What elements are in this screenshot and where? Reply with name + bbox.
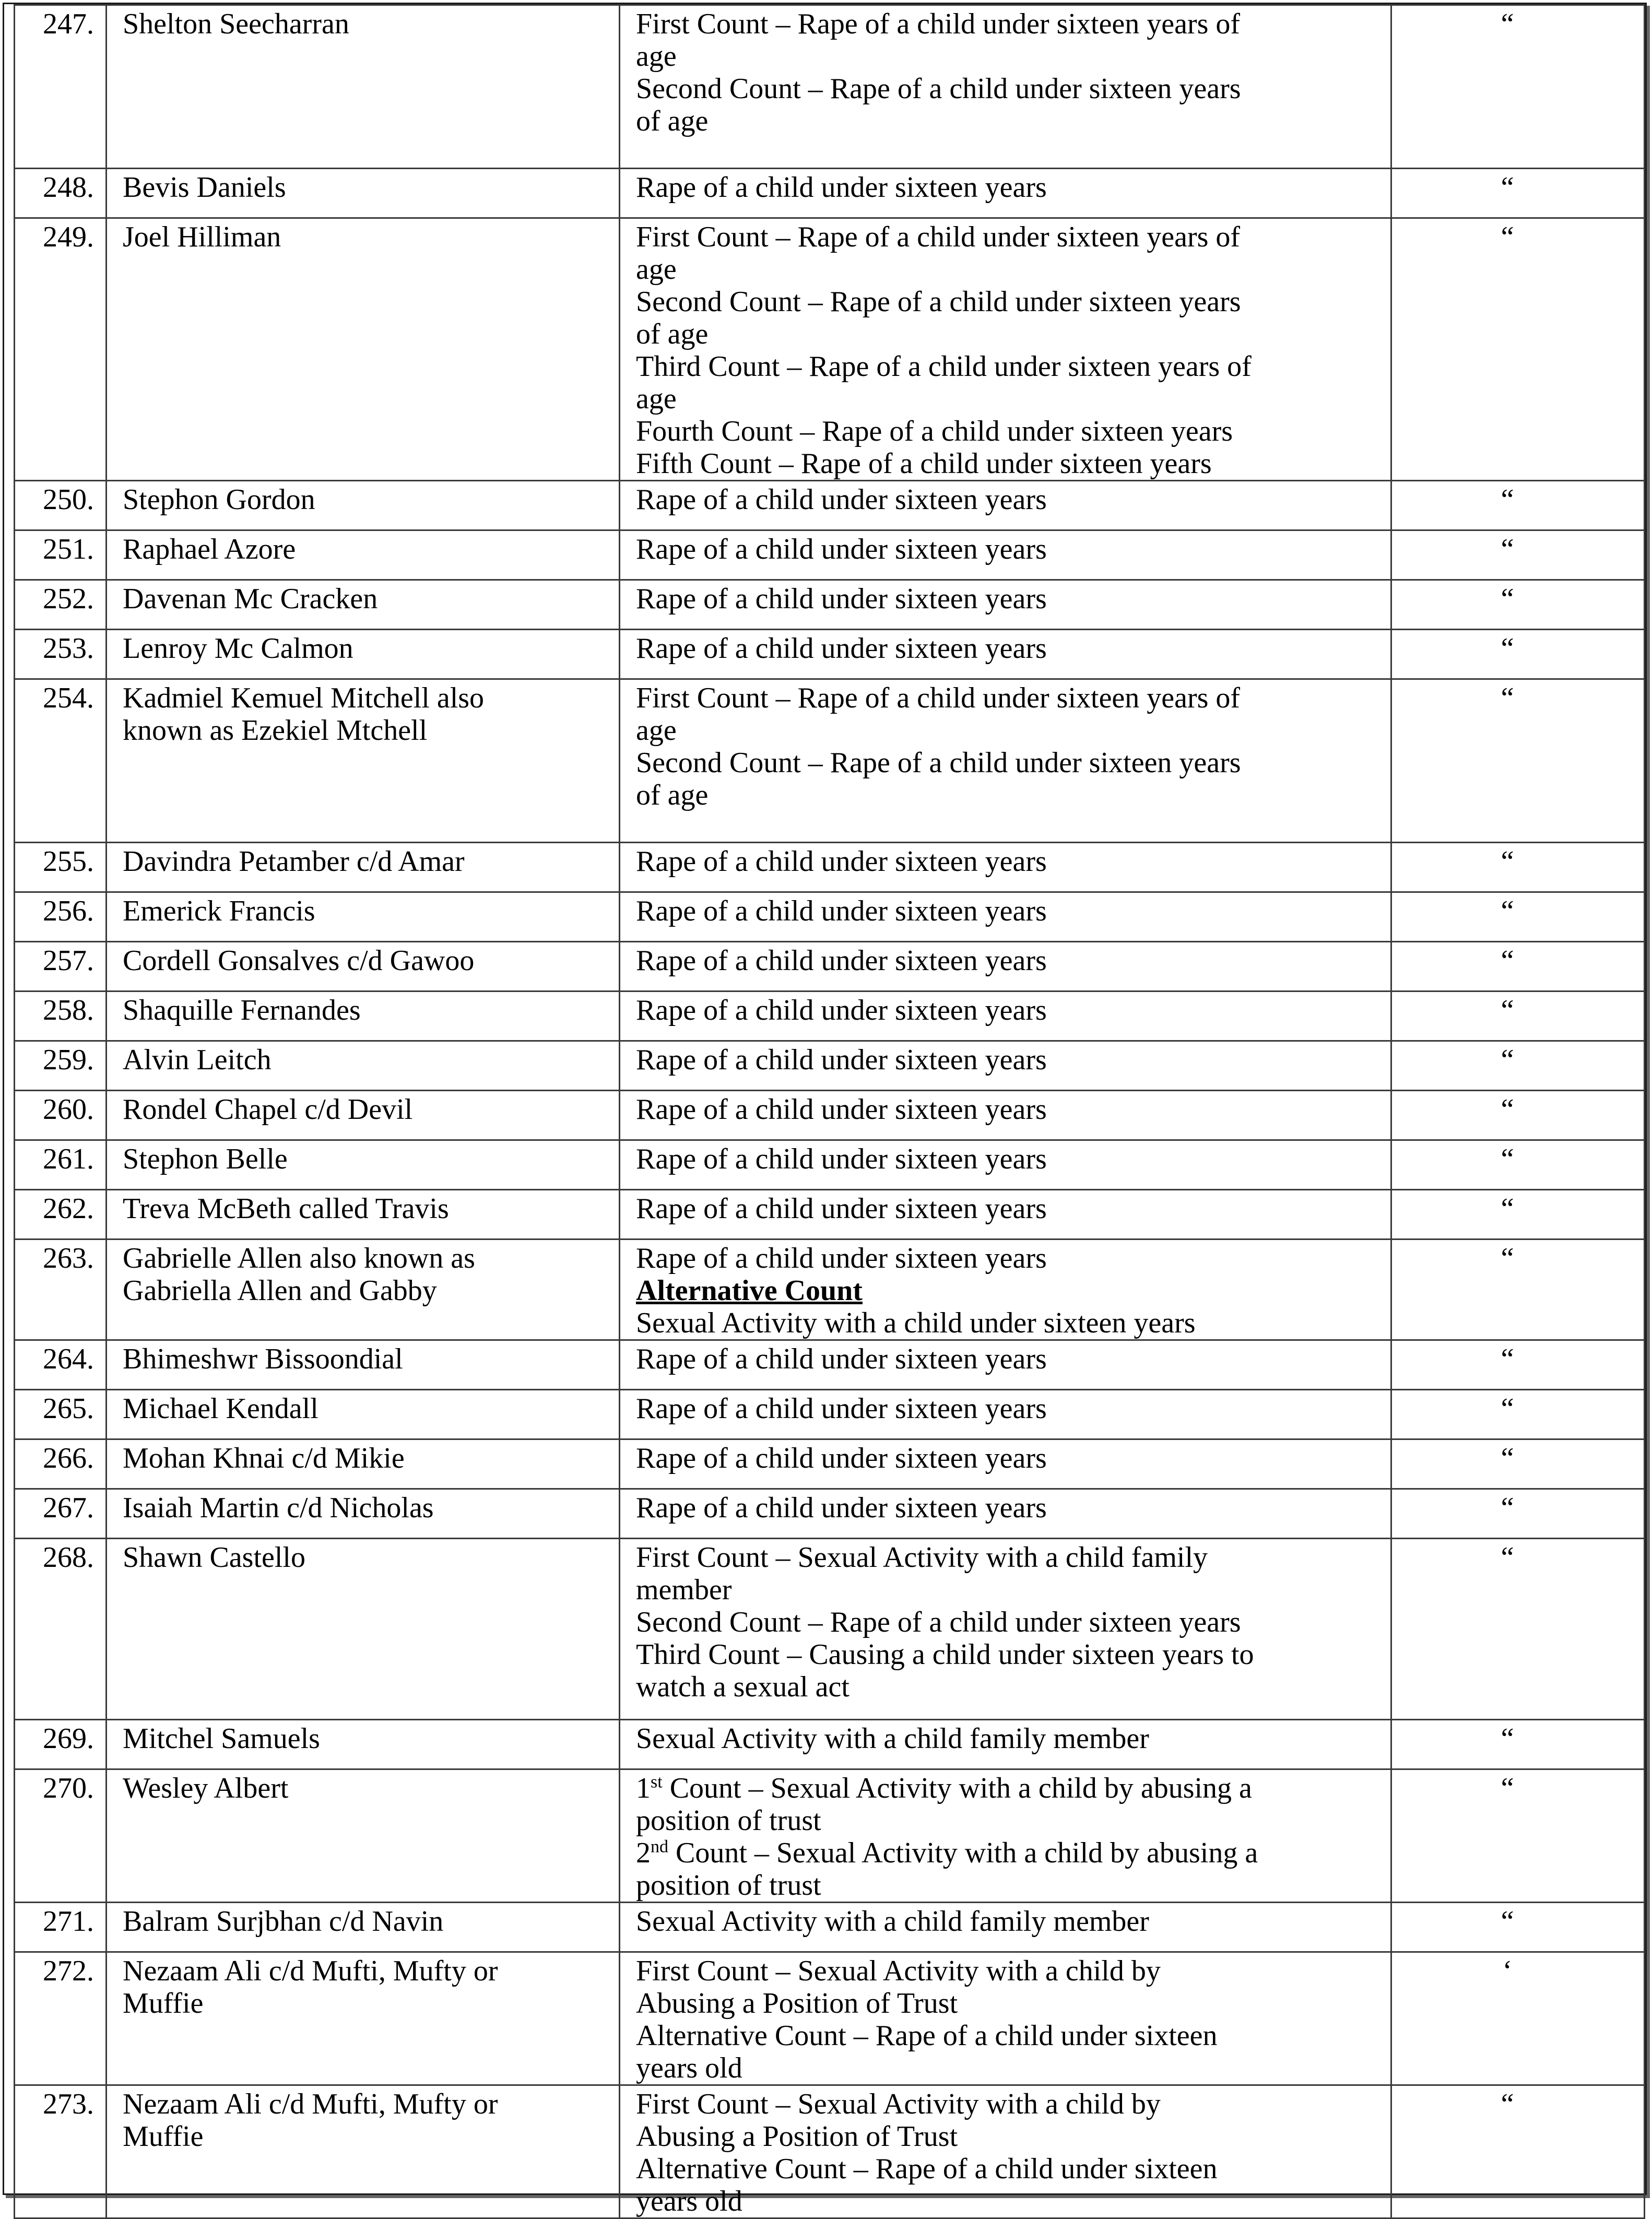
accused-name-line: Stephon Belle (123, 1143, 288, 1175)
accused-name (107, 630, 620, 679)
offence-line (636, 1869, 1379, 1902)
accused-name-line: known as Ezekiel Mtchell (123, 714, 428, 747)
offence-text: Rape of a child under sixteen years (636, 1392, 1047, 1425)
offence-line (636, 447, 1379, 480)
count-ordinal-suffix: nd (651, 1837, 668, 1857)
table-row (15, 169, 1645, 218)
accused-name-line: Rondel Chapel c/d Devil (123, 1093, 413, 1126)
offence-line (636, 2052, 1379, 2084)
ditto-mark: “ (1391, 218, 1645, 481)
offence-line (636, 1804, 1379, 1837)
offence-text: Rape of a child under sixteen years (636, 171, 1047, 204)
offence-line (636, 1987, 1379, 2020)
offence-text: Third Count – Rape of a child under sixteen years of (636, 350, 1252, 383)
offence-text: of age (636, 318, 709, 350)
offence (620, 530, 1391, 580)
ditto-mark: “ (1391, 1240, 1645, 1340)
offence (620, 679, 1391, 843)
table-row (15, 5, 1645, 169)
case-number: 258. (15, 992, 107, 1041)
offence-line (636, 1044, 1379, 1076)
table-row (15, 1769, 1645, 1903)
offence (620, 5, 1391, 169)
offence-line (636, 2120, 1379, 2153)
offence-line (636, 1093, 1379, 1126)
accused-name (107, 5, 620, 169)
offence (620, 1091, 1391, 1140)
offence-text: Sexual Activity with a child family member (636, 1905, 1149, 1938)
case-number: 253. (15, 630, 107, 679)
ditto-mark: “ (1391, 1769, 1645, 1903)
table-row (15, 843, 1645, 892)
accused-name (107, 580, 620, 630)
offence-line (636, 533, 1379, 565)
offence-text: Rape of a child under sixteen years (636, 1242, 1047, 1274)
offence (620, 992, 1391, 1041)
offence-text: of age (636, 779, 709, 811)
table-row (15, 630, 1645, 679)
offence-text: Rape of a child under sixteen years (636, 533, 1047, 565)
case-number: 249. (15, 218, 107, 481)
accused-name (107, 1769, 620, 1903)
offence-line (636, 350, 1379, 383)
offence-text: Third Count – Causing a child under sixteen years to (636, 1638, 1254, 1671)
offence-line (636, 2088, 1379, 2120)
offence-line (636, 105, 1379, 137)
offence-line (636, 1606, 1379, 1638)
offence-text: First Count – Sexual Activity with a child by (636, 2088, 1161, 2120)
case-number: 255. (15, 843, 107, 892)
offence-text: position of trust (636, 1869, 821, 1902)
offence-text: Rape of a child under sixteen years (636, 1143, 1047, 1175)
ditto-mark: “ (1391, 580, 1645, 630)
offence-text: First Count – Rape of a child under sixteen years of (636, 8, 1241, 40)
offence-line (636, 682, 1379, 714)
offence-text: Fourth Count – Rape of a child under sixteen years (636, 415, 1233, 447)
case-number: 272. (15, 1952, 107, 2085)
accused-name-line: Bhimeshwr Bissoondial (123, 1343, 403, 1375)
offence-text: age (636, 383, 677, 415)
accused-name (107, 1720, 620, 1769)
accused-name (107, 1539, 620, 1720)
accused-name-line: Gabrielle Allen also known as (123, 1242, 475, 1274)
table-row (15, 1091, 1645, 1140)
offence-line (636, 1392, 1379, 1425)
offence-text: Rape of a child under sixteen years (636, 1492, 1047, 1524)
ditto-mark: “ (1391, 169, 1645, 218)
accused-name (107, 992, 620, 1041)
accused-name-line: Muffie (123, 2120, 204, 2153)
offence-text: Rape of a child under sixteen years (636, 945, 1047, 977)
accused-name (107, 218, 620, 481)
accused-name-line: Joel Hilliman (123, 221, 281, 253)
accused-name-line: Shaquille Fernandes (123, 994, 361, 1026)
offence-line (636, 415, 1379, 447)
table-row (15, 1041, 1645, 1091)
offence-text: Rape of a child under sixteen years (636, 1442, 1047, 1474)
offence-line (636, 895, 1379, 927)
offence-text: Count – Sexual Activity with a child by abusing a (662, 1772, 1252, 1804)
offence (620, 580, 1391, 630)
offence-line (636, 747, 1379, 779)
accused-name (107, 481, 620, 530)
offence-line (636, 1442, 1379, 1474)
offence-line (636, 8, 1379, 40)
offence (620, 1539, 1391, 1720)
offence (620, 1439, 1391, 1489)
offence-line (636, 1837, 1379, 1869)
offence-line (636, 714, 1379, 747)
accused-name (107, 679, 620, 843)
accused-name-line: Kadmiel Kemuel Mitchell also (123, 682, 485, 714)
offence-line (636, 286, 1379, 318)
case-number: 264. (15, 1340, 107, 1390)
accused-name-line: Mitchel Samuels (123, 1722, 320, 1755)
document-page (3, 3, 1647, 2217)
table-row (15, 992, 1645, 1041)
offence-text: Sexual Activity with a child under sixteen years (636, 1307, 1196, 1339)
offence (620, 942, 1391, 992)
ditto-mark: “ (1391, 530, 1645, 580)
case-number: 271. (15, 1903, 107, 1952)
cases-table (14, 4, 1645, 2219)
table-row (15, 481, 1645, 530)
offence-text: First Count – Rape of a child under sixteen years of (636, 682, 1241, 714)
offence-line (636, 1193, 1379, 1225)
ditto-mark: “ (1391, 679, 1645, 843)
offence-text: Abusing a Position of Trust (636, 2120, 958, 2153)
accused-name-line: Muffie (123, 1987, 204, 2020)
table-row (15, 2085, 1645, 2218)
accused-name-line: Shelton Seecharran (123, 8, 349, 40)
case-number: 267. (15, 1489, 107, 1539)
case-number: 263. (15, 1240, 107, 1340)
offence-text: First Count – Sexual Activity with a child family (636, 1541, 1208, 1574)
ditto-mark: “ (1391, 1720, 1645, 1769)
ditto-mark: “ (1391, 1539, 1645, 1720)
case-number: 248. (15, 169, 107, 218)
accused-name (107, 169, 620, 218)
offence-line (636, 2020, 1379, 2052)
offence-text: First Count – Sexual Activity with a child by (636, 1955, 1161, 1987)
offence (620, 1489, 1391, 1539)
case-number: 270. (15, 1769, 107, 1903)
offence-line (636, 2185, 1379, 2217)
ditto-mark: “ (1391, 5, 1645, 169)
ditto-mark: “ (1391, 630, 1645, 679)
accused-name-line: Lenroy Mc Calmon (123, 632, 353, 665)
table-row (15, 892, 1645, 942)
accused-name (107, 1340, 620, 1390)
offence-text: Abusing a Position of Trust (636, 1987, 958, 2020)
table-row (15, 218, 1645, 481)
table-row (15, 1240, 1645, 1340)
offence-line (636, 171, 1379, 204)
table-row (15, 1340, 1645, 1390)
offence-line (636, 1343, 1379, 1375)
ditto-mark: “ (1391, 843, 1645, 892)
offence-line (636, 318, 1379, 350)
accused-name-line: Wesley Albert (123, 1772, 289, 1804)
case-number: 261. (15, 1140, 107, 1190)
offence-line (636, 73, 1379, 105)
offence-text: Rape of a child under sixteen years (636, 583, 1047, 615)
offence-line (636, 2153, 1379, 2185)
ditto-mark: “ (1391, 942, 1645, 992)
offence-line (636, 1955, 1379, 1987)
accused-name-line: Raphael Azore (123, 533, 296, 565)
offence-text: position of trust (636, 1804, 821, 1837)
offence-text: of age (636, 105, 709, 137)
table-row (15, 1140, 1645, 1190)
offence-line (636, 383, 1379, 415)
offence (620, 2085, 1391, 2218)
alternative-count-heading (636, 1274, 1379, 1307)
case-number: 256. (15, 892, 107, 942)
ditto-mark: “ (1391, 1140, 1645, 1190)
ditto-mark: “ (1391, 2085, 1645, 2218)
table-row (15, 1952, 1645, 2085)
accused-name (107, 843, 620, 892)
accused-name-line: Davindra Petamber c/d Amar (123, 845, 465, 878)
offence-line (636, 779, 1379, 811)
count-ordinal: 1 (636, 1772, 651, 1804)
offence (620, 1952, 1391, 2085)
table-row (15, 1390, 1645, 1439)
accused-name-line: Emerick Francis (123, 895, 315, 927)
case-number: 260. (15, 1091, 107, 1140)
table-row (15, 1720, 1645, 1769)
offence-text: Second Count – Rape of a child under sixteen years (636, 73, 1241, 105)
offence (620, 843, 1391, 892)
ditto-mark: “ (1391, 1390, 1645, 1439)
table-row (15, 1903, 1645, 1952)
offence (620, 169, 1391, 218)
accused-name-line: Mohan Khnai c/d Mikie (123, 1442, 405, 1474)
case-number: 247. (15, 5, 107, 169)
offence-text: Rape of a child under sixteen years (636, 1093, 1047, 1126)
offence-text: Alternative Count – Rape of a child under sixteen (636, 2020, 1218, 2052)
count-ordinal: 2 (636, 1837, 651, 1869)
accused-name-line: Michael Kendall (123, 1392, 318, 1425)
accused-name (107, 1041, 620, 1091)
accused-name (107, 1190, 620, 1240)
offence (620, 218, 1391, 481)
offence-text: Rape of a child under sixteen years (636, 483, 1047, 516)
offence (620, 892, 1391, 942)
ditto-mark: “ (1391, 1190, 1645, 1240)
ditto-mark: “ (1391, 892, 1645, 942)
ditto-mark: “ (1391, 1041, 1645, 1091)
offence-text: years old (636, 2052, 742, 2084)
offence-text: Rape of a child under sixteen years (636, 1044, 1047, 1076)
case-number: 266. (15, 1439, 107, 1489)
accused-name-line: Nezaam Ali c/d Mufti, Mufty or (123, 2088, 498, 2120)
offence-text: Second Count – Rape of a child under sixteen years (636, 1606, 1241, 1638)
offence (620, 630, 1391, 679)
offence-line (636, 1722, 1379, 1755)
accused-name-line: Bevis Daniels (123, 171, 286, 204)
offence-text: Sexual Activity with a child family member (636, 1722, 1149, 1755)
case-number: 259. (15, 1041, 107, 1091)
offence-line (636, 253, 1379, 286)
case-number: 251. (15, 530, 107, 580)
offence (620, 1340, 1391, 1390)
case-number: 250. (15, 481, 107, 530)
table-row (15, 530, 1645, 580)
offence-text: Second Count – Rape of a child under sixteen years (636, 747, 1241, 779)
offence-line (636, 1905, 1379, 1938)
table-row (15, 1190, 1645, 1240)
offence (620, 1720, 1391, 1769)
case-number: 257. (15, 942, 107, 992)
offence-text: Rape of a child under sixteen years (636, 1193, 1047, 1225)
offence-text: Rape of a child under sixteen years (636, 895, 1047, 927)
accused-name (107, 892, 620, 942)
offence-text: Rape of a child under sixteen years (636, 845, 1047, 878)
offence-line (636, 583, 1379, 615)
offence (620, 1190, 1391, 1240)
case-number: 254. (15, 679, 107, 843)
offence-text: watch a sexual act (636, 1671, 849, 1703)
accused-name-line: Isaiah Martin c/d Nicholas (123, 1492, 434, 1524)
offence-line (636, 1307, 1379, 1339)
offence-line (636, 945, 1379, 977)
accused-name-line: Nezaam Ali c/d Mufti, Mufty or (123, 1955, 498, 1987)
accused-name (107, 1952, 620, 2085)
offence-text: age (636, 40, 677, 73)
ditto-mark: ‘ (1391, 1952, 1645, 2085)
ditto-mark: “ (1391, 1439, 1645, 1489)
offence (620, 1240, 1391, 1340)
offence-line (636, 1143, 1379, 1175)
accused-name (107, 942, 620, 992)
accused-name (107, 1903, 620, 1952)
offence (620, 1041, 1391, 1091)
accused-name (107, 2085, 620, 2218)
offence (620, 1390, 1391, 1439)
offence-text: Rape of a child under sixteen years (636, 994, 1047, 1026)
accused-name (107, 1439, 620, 1489)
accused-name-line: Gabriella Allen and Gabby (123, 1274, 437, 1307)
accused-name-line: Cordell Gonsalves c/d Gawoo (123, 945, 475, 977)
offence-line (636, 483, 1379, 516)
offence-text: Second Count – Rape of a child under sixteen years (636, 286, 1241, 318)
ditto-mark: “ (1391, 992, 1645, 1041)
offence-line (636, 1638, 1379, 1671)
accused-name (107, 1489, 620, 1539)
table-row (15, 679, 1645, 843)
offence (620, 481, 1391, 530)
offence-text: Alternative Count (636, 1274, 863, 1307)
case-number: 252. (15, 580, 107, 630)
accused-name (107, 1091, 620, 1140)
offence-text: Alternative Count – Rape of a child under sixteen (636, 2153, 1218, 2185)
offence-text: Count – Sexual Activity with a child by abusing a (668, 1837, 1258, 1869)
offence-line (636, 1671, 1379, 1703)
case-number: 273. (15, 2085, 107, 2218)
offence-text: Rape of a child under sixteen years (636, 1343, 1047, 1375)
accused-name-line: Davenan Mc Cracken (123, 583, 378, 615)
offence-line (636, 994, 1379, 1026)
accused-name-line: Shawn Castello (123, 1541, 305, 1574)
case-number: 268. (15, 1539, 107, 1720)
offence-line (636, 1574, 1379, 1606)
accused-name-line: Alvin Leitch (123, 1044, 272, 1076)
offence-line (636, 1541, 1379, 1574)
offence-text: First Count – Rape of a child under sixteen years of (636, 221, 1241, 253)
accused-name (107, 1140, 620, 1190)
accused-name-line: Treva McBeth called Travis (123, 1193, 449, 1225)
case-number: 269. (15, 1720, 107, 1769)
offence-text: age (636, 253, 677, 286)
case-number: 265. (15, 1390, 107, 1439)
table-row (15, 1439, 1645, 1489)
accused-name (107, 530, 620, 580)
ditto-mark: “ (1391, 481, 1645, 530)
offence-text: member (636, 1574, 732, 1606)
ditto-mark: “ (1391, 1489, 1645, 1539)
cases-table-body (15, 5, 1645, 2218)
case-number: 262. (15, 1190, 107, 1240)
offence-line (636, 1242, 1379, 1274)
accused-name-line: Balram Surjbhan c/d Navin (123, 1905, 444, 1938)
table-row (15, 580, 1645, 630)
offence-line (636, 845, 1379, 878)
offence (620, 1903, 1391, 1952)
table-row (15, 1539, 1645, 1720)
offence-line (636, 1772, 1379, 1804)
offence-text: Rape of a child under sixteen years (636, 632, 1047, 665)
offence (620, 1140, 1391, 1190)
table-row (15, 942, 1645, 992)
offence-line (636, 1492, 1379, 1524)
offence-line (636, 40, 1379, 73)
ditto-mark: “ (1391, 1903, 1645, 1952)
offence-text: Fifth Count – Rape of a child under sixteen years (636, 447, 1212, 480)
accused-name-line: Stephon Gordon (123, 483, 315, 516)
offence-line (636, 632, 1379, 665)
offence-line (636, 221, 1379, 253)
offence-text: age (636, 714, 677, 747)
offence-text: years old (636, 2185, 742, 2217)
offence (620, 1769, 1391, 1903)
count-ordinal-suffix: st (651, 1772, 663, 1792)
accused-name (107, 1240, 620, 1340)
accused-name (107, 1390, 620, 1439)
ditto-mark: “ (1391, 1340, 1645, 1390)
ditto-mark: “ (1391, 1091, 1645, 1140)
table-row (15, 1489, 1645, 1539)
